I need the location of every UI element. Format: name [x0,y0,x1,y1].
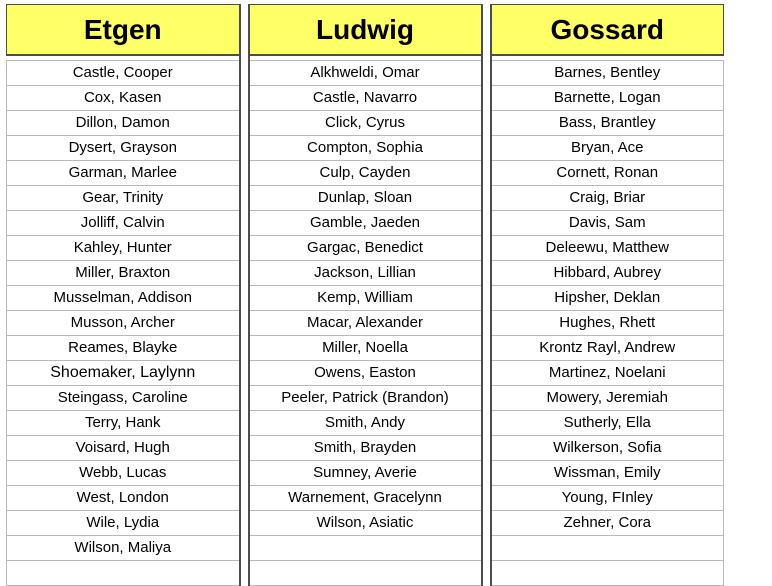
roster-row [7,211,724,236]
student-name-cell-etgen[interactable]: Reames, Blayke [7,336,240,361]
column-divider [240,211,249,236]
column-divider [240,536,249,561]
roster-row [7,186,724,211]
student-name-cell-ludwig[interactable]: Smith, Brayden [249,436,482,461]
student-name-cell-gossard[interactable]: Barnette, Logan [491,86,724,111]
student-name-cell-ludwig[interactable]: Alkhweldi, Omar [249,61,482,86]
student-name-cell-etgen[interactable]: West, London [7,486,240,511]
student-name-cell-etgen[interactable]: Jolliff, Calvin [7,211,240,236]
student-name-cell-etgen[interactable]: Kahley, Hunter [7,236,240,261]
student-name-cell-etgen[interactable]: Garman, Marlee [7,161,240,186]
roster-row [7,436,724,461]
column-divider [482,511,491,536]
student-name-cell-gossard[interactable]: Craig, Briar [491,186,724,211]
student-name-cell-gossard[interactable]: Martinez, Noelani [491,361,724,386]
roster-row [7,261,724,286]
column-divider [240,511,249,536]
student-name-cell-ludwig[interactable]: Miller, Noella [249,336,482,361]
roster-row [7,461,724,486]
student-name-cell-gossard[interactable]: Zehner, Cora [491,511,724,536]
column-divider [240,261,249,286]
student-name-cell-etgen[interactable]: Voisard, Hugh [7,436,240,461]
student-name-cell-gossard[interactable]: Krontz Rayl, Andrew [491,336,724,361]
student-name-cell-ludwig[interactable]: Warnement, Gracelynn [249,486,482,511]
student-name-cell-gossard[interactable]: Barnes, Bentley [491,61,724,86]
column-divider [482,561,491,586]
roster-row [7,336,724,361]
student-name-cell-gossard[interactable]: Hughes, Rhett [491,311,724,336]
roster-row [7,236,724,261]
roster-row [7,486,724,511]
column-divider [482,461,491,486]
student-name-cell-ludwig[interactable]: Kemp, William [249,286,482,311]
column-header-ludwig: Ludwig [249,5,482,56]
student-name-cell-gossard[interactable]: Sutherly, Ella [491,411,724,436]
roster-row [7,311,724,336]
column-divider [482,136,491,161]
student-name-cell-gossard[interactable]: Wissman, Emily [491,461,724,486]
roster-row [7,286,724,311]
column-divider [240,61,249,86]
student-name-cell-etgen[interactable]: Steingass, Caroline [7,386,240,411]
column-divider [482,61,491,86]
student-name-cell-etgen[interactable]: Gear, Trinity [7,186,240,211]
roster-row [7,386,724,411]
column-divider [482,386,491,411]
student-name-cell-ludwig[interactable]: Owens, Easton [249,361,482,386]
student-name-cell-gossard[interactable]: Young, FInley [491,486,724,511]
roster-row [7,411,724,436]
student-name-cell-ludwig[interactable]: Compton, Sophia [249,136,482,161]
student-name-cell-ludwig[interactable]: Wilson, Asiatic [249,511,482,536]
student-name-cell-etgen[interactable]: Shoemaker, Laylynn [7,361,240,386]
roster-row [7,511,724,536]
student-name-cell-gossard[interactable]: Deleewu, Matthew [491,236,724,261]
student-name-cell-ludwig[interactable]: Macar, Alexander [249,311,482,336]
column-divider [482,436,491,461]
student-name-cell-ludwig[interactable]: Culp, Cayden [249,161,482,186]
roster-row [7,361,724,386]
student-name-cell-gossard[interactable]: Bass, Brantley [491,111,724,136]
student-name-cell-ludwig[interactable]: Gargac, Benedict [249,236,482,261]
column-divider [240,461,249,486]
student-name-cell-ludwig[interactable]: Smith, Andy [249,411,482,436]
column-divider [482,211,491,236]
column-divider [240,86,249,111]
column-divider [482,311,491,336]
column-divider [482,286,491,311]
column-divider [482,336,491,361]
column-divider [240,236,249,261]
student-name-cell-ludwig[interactable] [249,536,482,561]
student-name-cell-ludwig[interactable]: Dunlap, Sloan [249,186,482,211]
student-name-cell-ludwig[interactable] [249,561,482,586]
student-name-cell-gossard[interactable] [491,536,724,561]
student-name-cell-gossard[interactable]: Cornett, Ronan [491,161,724,186]
student-name-cell-gossard[interactable]: Hipsher, Deklan [491,286,724,311]
student-name-cell-etgen[interactable] [7,561,240,586]
column-divider [240,5,249,56]
column-divider [240,161,249,186]
student-name-cell-etgen[interactable]: Webb, Lucas [7,461,240,486]
column-divider [482,186,491,211]
roster-row [7,86,724,111]
column-divider [482,236,491,261]
column-divider [482,536,491,561]
column-divider [240,436,249,461]
student-name-cell-etgen[interactable]: Terry, Hank [7,411,240,436]
roster-row [7,561,724,586]
class-roster-table [6,4,724,586]
student-name-cell-ludwig[interactable]: Castle, Navarro [249,86,482,111]
student-name-cell-ludwig[interactable]: Sumney, Averie [249,461,482,486]
roster-row [7,536,724,561]
roster-row [7,61,724,86]
student-name-cell-etgen[interactable]: Cox, Kasen [7,86,240,111]
column-divider [240,386,249,411]
column-divider [482,261,491,286]
student-name-cell-etgen[interactable]: Wile, Lydia [7,511,240,536]
column-divider [240,286,249,311]
student-name-cell-etgen[interactable]: Castle, Cooper [7,61,240,86]
column-header-gossard: Gossard [491,5,724,56]
student-name-cell-gossard[interactable]: Davis, Sam [491,211,724,236]
student-name-cell-ludwig[interactable]: Gamble, Jaeden [249,211,482,236]
column-divider [482,111,491,136]
roster-row [7,111,724,136]
column-divider [482,361,491,386]
student-name-cell-gossard[interactable] [491,561,724,586]
column-divider [240,486,249,511]
student-name-cell-etgen[interactable]: Dysert, Grayson [7,136,240,161]
column-divider [482,411,491,436]
column-divider [240,111,249,136]
student-name-cell-etgen[interactable]: Miller, Braxton [7,261,240,286]
column-divider [240,336,249,361]
column-divider [482,86,491,111]
column-divider [240,411,249,436]
column-divider [240,186,249,211]
column-header-etgen: Etgen [7,5,240,56]
roster-row [7,136,724,161]
column-divider [240,561,249,586]
student-name-cell-etgen[interactable]: Musson, Archer [7,311,240,336]
student-name-cell-etgen[interactable]: Dillon, Damon [7,111,240,136]
roster-row [7,161,724,186]
student-name-cell-ludwig[interactable]: Jackson, Lillian [249,261,482,286]
student-name-cell-gossard[interactable]: Mowery, Jeremiah [491,386,724,411]
column-divider [240,136,249,161]
column-divider [482,5,491,56]
header-row [7,5,724,56]
student-name-cell-gossard[interactable]: Wilkerson, Sofia [491,436,724,461]
student-name-cell-gossard[interactable]: Bryan, Ace [491,136,724,161]
student-name-cell-ludwig[interactable]: Click, Cyrus [249,111,482,136]
student-name-cell-etgen[interactable]: Musselman, Addison [7,286,240,311]
student-name-cell-ludwig[interactable]: Peeler, Patrick (Brandon) [249,386,482,411]
column-divider [482,486,491,511]
column-divider [240,311,249,336]
student-name-cell-etgen[interactable]: Wilson, Maliya [7,536,240,561]
column-divider [240,361,249,386]
student-name-cell-gossard[interactable]: Hibbard, Aubrey [491,261,724,286]
column-divider [482,161,491,186]
